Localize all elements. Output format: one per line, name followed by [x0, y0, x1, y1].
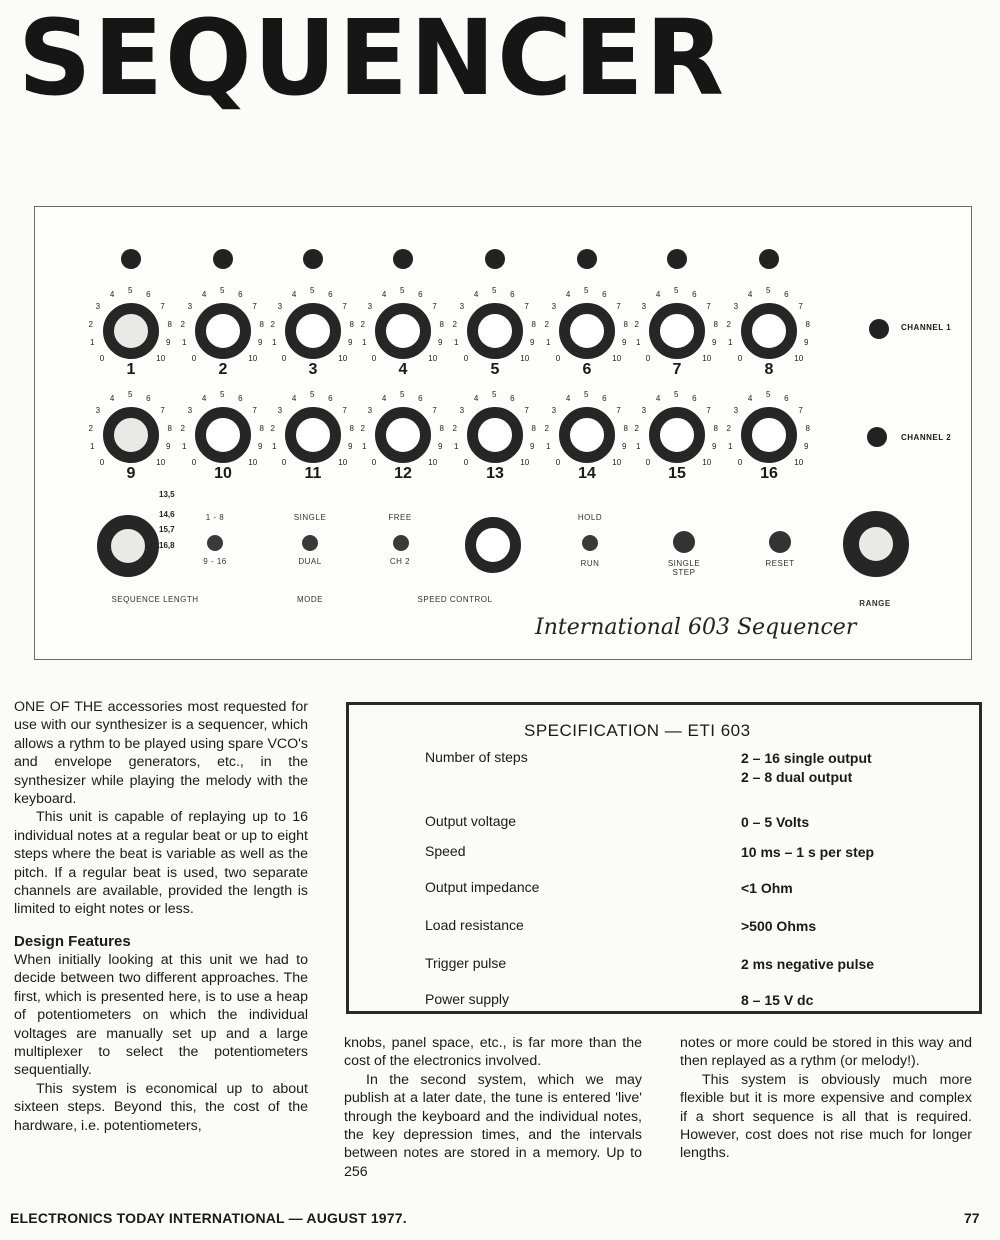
dial-tick: 8: [259, 319, 264, 329]
range-select-toggle[interactable]: [207, 535, 223, 551]
dial-tick: 3: [367, 302, 373, 312]
reset-label: RESET: [765, 559, 795, 568]
dial-tick: 6: [418, 394, 423, 404]
spec-value: [741, 955, 874, 974]
dial-tick: 6: [510, 290, 515, 300]
spec-value: [741, 749, 872, 787]
ch2-label: CH 2: [389, 557, 411, 566]
dial-tick: 5: [766, 286, 771, 295]
spec-key: Power supply: [425, 991, 510, 1007]
dial-tick: 7: [342, 406, 347, 416]
dial-tick: 0: [463, 354, 469, 364]
spec-value: [741, 813, 809, 832]
dial-tick: 3: [95, 302, 101, 312]
dial-tick: 2: [360, 423, 365, 433]
dial-tick: 7: [706, 406, 711, 416]
dial-tick: 8: [349, 319, 354, 329]
dial-tick: 5: [584, 390, 589, 399]
dial-tick: 5: [128, 390, 133, 399]
dial-tick: 4: [109, 394, 115, 404]
dial-tick: 2: [634, 423, 639, 433]
step-number: 9: [126, 465, 136, 482]
dial-tick: 6: [692, 394, 697, 404]
dial-tick: 2: [634, 319, 639, 329]
step-number: 6: [582, 361, 592, 378]
dial-tick: 6: [146, 394, 151, 404]
step-number: 7: [672, 361, 682, 378]
step-number: 15: [668, 465, 686, 482]
mode-toggle[interactable]: [302, 535, 318, 551]
step-number: 3: [308, 361, 318, 378]
step-knob-12[interactable]: [375, 407, 431, 463]
dial-tick: 2: [180, 319, 185, 329]
spec-key: Output impedance: [425, 879, 540, 895]
dial-tick: 8: [349, 423, 354, 433]
step-led-3: [303, 249, 323, 269]
specification-box: [346, 702, 982, 1014]
dial-tick: 3: [277, 302, 283, 312]
design-paragraph-1: When initially looking at this unit we had to decide between two different approaches. The first, which is presented here, is to use a heap of potentiometers on which the individual voltages are manually set up and a large multiplexer to select the potentiometers sequentially.: [14, 951, 308, 1079]
step-number: 10: [214, 465, 232, 482]
step-knob-16[interactable]: [741, 407, 797, 463]
dial-tick: 5: [310, 390, 315, 399]
step-knob-11[interactable]: [285, 407, 341, 463]
dial-tick: 1: [181, 442, 187, 452]
dial-tick: 3: [459, 406, 465, 416]
dial-tick: 9: [804, 442, 809, 452]
dial-tick: 3: [367, 406, 373, 416]
dial-tick: 8: [167, 319, 172, 329]
spec-title: SPECIFICATION — ETI 603: [524, 721, 751, 740]
dial-tick: 8: [805, 319, 810, 329]
spec-key: Number of steps: [425, 749, 528, 765]
dial-tick: 10: [520, 458, 530, 468]
hold-label: HOLD: [577, 513, 603, 522]
dial-tick: 0: [281, 354, 287, 364]
dial-tick: 10: [520, 354, 530, 364]
dial-tick: 7: [432, 406, 437, 416]
step-led-7: [667, 249, 687, 269]
dial-tick: 1: [453, 338, 459, 348]
dial-tick: 4: [291, 394, 297, 404]
step-led-4: [393, 249, 413, 269]
dial-tick: 4: [655, 394, 661, 404]
dial-tick: 1: [545, 338, 551, 348]
dial-tick: 6: [602, 290, 607, 300]
dial-tick: 10: [794, 458, 804, 468]
col2-paragraph-1: knobs, panel space, etc., is far more than the cost of the electronics involved.: [344, 1035, 642, 1070]
channel-2-label: CHANNEL 2: [901, 433, 952, 442]
dial-tick: 0: [463, 458, 469, 468]
dial-tick: 3: [95, 406, 101, 416]
step-knob-9[interactable]: [103, 407, 159, 463]
dial-tick: 0: [737, 354, 743, 364]
dial-tick: 0: [645, 458, 651, 468]
dial-tick: 9: [622, 338, 627, 348]
dial-tick: 4: [381, 394, 387, 404]
dial-tick: 8: [713, 319, 718, 329]
dial-tick: 5: [400, 286, 405, 295]
step-led-6: [577, 249, 597, 269]
dial-tick: 1: [635, 442, 641, 452]
dial-tick: 3: [187, 406, 193, 416]
dial-tick: 1: [181, 338, 187, 348]
dial-tick: 8: [259, 423, 264, 433]
step-knob-7[interactable]: [649, 303, 705, 359]
spec-key: Speed: [425, 843, 466, 859]
dial-tick: 7: [160, 302, 165, 312]
dial-tick: 5: [400, 390, 405, 399]
step-number: 2: [218, 361, 228, 378]
dial-tick: 0: [737, 458, 743, 468]
dial-tick: 10: [338, 458, 348, 468]
dial-tick: 2: [270, 319, 275, 329]
dial-tick: 6: [238, 394, 243, 404]
dial-tick: 3: [733, 302, 739, 312]
dial-tick: 4: [201, 290, 207, 300]
dial-tick: 3: [551, 302, 557, 312]
single-step-button[interactable]: [673, 531, 695, 553]
dial-tick: 5: [674, 286, 679, 295]
step-knob-13[interactable]: [467, 407, 523, 463]
intro-paragraph-1: ONE OF THE accessories most requested for use with our synthesizer is a sequencer, which allows a rythm to be played using spare VCO's and envelope generators, etc., in the synthesizer while playing the melody with the keyboard.: [14, 699, 308, 808]
dial-tick: 8: [713, 423, 718, 433]
dial-tick: 7: [616, 302, 621, 312]
dial-tick: 4: [109, 290, 115, 300]
spec-value-line: 2 ms negative pulse: [741, 956, 875, 972]
dial-tick: 3: [641, 302, 647, 312]
single-step-label: SINGLE STEP: [667, 559, 701, 577]
dial-tick: 10: [248, 458, 258, 468]
step-number: 4: [398, 361, 408, 378]
dial-tick: 0: [281, 458, 287, 468]
step-number: 5: [490, 361, 500, 378]
sequencer-front-panel: [34, 206, 972, 660]
dial-tick: 5: [584, 286, 589, 295]
dial-tick: 5: [674, 390, 679, 399]
seq-pos-1: 13,5: [159, 490, 175, 499]
dial-tick: 4: [473, 290, 479, 300]
article-column-3: [680, 1034, 972, 1163]
dial-tick: 2: [88, 319, 93, 329]
step-number: 13: [486, 465, 504, 482]
dial-tick: 6: [510, 394, 515, 404]
dial-tick: 3: [187, 302, 193, 312]
dial-tick: 9: [348, 338, 353, 348]
dial-tick: 10: [248, 354, 258, 364]
run-label: RUN: [580, 559, 600, 568]
spec-value-line: 2 – 16 single output: [741, 750, 872, 766]
switch-range-bottom: 9 - 16: [203, 557, 227, 566]
seq-pos-3: 15,7: [159, 525, 175, 534]
dial-tick: 5: [492, 390, 497, 399]
spec-value: [741, 843, 874, 862]
step-knob-1[interactable]: [103, 303, 159, 359]
page-number: 77: [964, 1210, 980, 1226]
step-number: 11: [304, 465, 322, 482]
dial-tick: 0: [99, 458, 105, 468]
dial-tick: 4: [381, 290, 387, 300]
dial-tick: 9: [804, 338, 809, 348]
hold-run-toggle[interactable]: [582, 535, 598, 551]
col3-paragraph-2: This system is obviously much more flexible but it is more expensive and complex if a short sequence is all that is required. However, cost does not rise much for longer lengths.: [680, 1071, 972, 1162]
step-knob-4[interactable]: [375, 303, 431, 359]
free-ch2-toggle[interactable]: [393, 535, 409, 551]
dial-tick: 9: [712, 442, 717, 452]
dial-tick: 3: [641, 406, 647, 416]
dial-tick: 6: [418, 290, 423, 300]
step-knob-15[interactable]: [649, 407, 705, 463]
intro-paragraph-2: This unit is capable of replaying up to 16 individual notes at a regular beat or up to eight steps where the beat is variable as well as the pitch. If a regular beat is used, two separate channels are available, provided the length is limited to eight notes or less.: [14, 809, 308, 918]
article-column-2: [344, 1034, 642, 1181]
dial-tick: 2: [726, 319, 731, 329]
dial-tick: 2: [180, 423, 185, 433]
dial-tick: 2: [452, 423, 457, 433]
step-led-8: [759, 249, 779, 269]
dial-tick: 0: [645, 354, 651, 364]
range-knob[interactable]: [843, 511, 909, 577]
dial-tick: 2: [270, 423, 275, 433]
dial-tick: 8: [531, 423, 536, 433]
channel-1-led: [869, 319, 889, 339]
dial-tick: 5: [766, 390, 771, 399]
dial-tick: 9: [166, 442, 171, 452]
dial-tick: 7: [432, 302, 437, 312]
step-number: 8: [764, 361, 774, 378]
dial-tick: 5: [310, 286, 315, 295]
dial-tick: 9: [438, 442, 443, 452]
dial-tick: 8: [805, 423, 810, 433]
dial-tick: 6: [328, 394, 333, 404]
dial-tick: 1: [453, 442, 459, 452]
dial-tick: 0: [555, 458, 561, 468]
dial-tick: 4: [291, 290, 297, 300]
dial-tick: 0: [371, 458, 377, 468]
dial-tick: 1: [89, 442, 95, 452]
dial-tick: 10: [338, 354, 348, 364]
dial-tick: 7: [342, 302, 347, 312]
dial-tick: 0: [555, 354, 561, 364]
dial-tick: 9: [348, 442, 353, 452]
dial-tick: 1: [361, 442, 367, 452]
spec-value: [741, 917, 816, 936]
step-number: 1: [126, 361, 136, 378]
speed-control-label: SPEED CONTROL: [417, 595, 493, 604]
dial-tick: 4: [565, 290, 571, 300]
dial-tick: 4: [655, 290, 661, 300]
dial-tick: 8: [439, 319, 444, 329]
dial-tick: 1: [727, 442, 733, 452]
spec-value-line: <1 Ohm: [741, 880, 793, 896]
mode-top-label: SINGLE: [293, 513, 327, 522]
dial-tick: 10: [612, 354, 622, 364]
dial-tick: 6: [328, 290, 333, 300]
dial-tick: 7: [252, 302, 257, 312]
free-label: FREE: [388, 513, 412, 522]
footer-publication: ELECTRONICS TODAY INTERNATIONAL — AUGUST 1977.: [10, 1210, 407, 1226]
brand-script: International 603 Sequencer: [535, 615, 857, 640]
dial-tick: 2: [544, 319, 549, 329]
dial-tick: 0: [371, 354, 377, 364]
sequence-length-label: SEQUENCE LENGTH: [111, 595, 199, 604]
dial-tick: 1: [727, 338, 733, 348]
col2-paragraph-2: In the second system, which we may publish at a later date, the tune is entered 'live' through the keyboard and the individual notes, the key depression times, and the intervals between notes are stored in a memory. Up to 256: [344, 1071, 642, 1180]
spec-key: Load resistance: [425, 917, 524, 933]
dial-tick: 8: [623, 319, 628, 329]
mode-bottom-label: DUAL: [298, 557, 322, 566]
step-number: 14: [578, 465, 596, 482]
dial-tick: 9: [712, 338, 717, 348]
spec-key: Trigger pulse: [425, 955, 507, 971]
dial-tick: 6: [784, 394, 789, 404]
dial-tick: 9: [438, 338, 443, 348]
article-column-1: [14, 698, 308, 1135]
switch-range-top: 1 - 8: [205, 513, 225, 522]
dial-tick: 9: [258, 442, 263, 452]
spec-value-line: 8 – 15 V dc: [741, 992, 814, 1008]
dial-tick: 5: [220, 390, 225, 399]
dial-tick: 0: [191, 458, 197, 468]
dial-tick: 5: [220, 286, 225, 295]
step-led-5: [485, 249, 505, 269]
dial-tick: 3: [459, 302, 465, 312]
dial-tick: 2: [452, 319, 457, 329]
dial-tick: 2: [544, 423, 549, 433]
dial-tick: 4: [473, 394, 479, 404]
dial-tick: 7: [252, 406, 257, 416]
dial-tick: 5: [492, 286, 497, 295]
dial-tick: 10: [428, 354, 438, 364]
spec-value-line: >500 Ohms: [741, 918, 817, 934]
dial-tick: 1: [545, 442, 551, 452]
dial-tick: 8: [531, 319, 536, 329]
dial-tick: 10: [702, 354, 712, 364]
dial-tick: 10: [156, 458, 166, 468]
reset-button[interactable]: [769, 531, 791, 553]
channel-2-led: [867, 427, 887, 447]
dial-tick: 6: [238, 290, 243, 300]
step-knob-3[interactable]: [285, 303, 341, 359]
dial-tick: 1: [89, 338, 95, 348]
dial-tick: 7: [798, 302, 803, 312]
dial-tick: 3: [277, 406, 283, 416]
range-label: RANGE: [859, 599, 891, 608]
dial-tick: 8: [167, 423, 172, 433]
dial-tick: 10: [794, 354, 804, 364]
speed-control-knob[interactable]: [465, 517, 521, 573]
dial-tick: 6: [602, 394, 607, 404]
mode-label: MODE: [297, 595, 323, 604]
dial-tick: 2: [360, 319, 365, 329]
dial-tick: 5: [128, 286, 133, 295]
spec-value: [741, 879, 793, 898]
channel-1-label: CHANNEL 1: [901, 323, 952, 332]
dial-tick: 10: [428, 458, 438, 468]
step-number: 16: [760, 465, 778, 482]
dial-tick: 8: [623, 423, 628, 433]
step-knob-2[interactable]: [195, 303, 251, 359]
spec-value-line: 0 – 5 Volts: [741, 814, 810, 830]
dial-tick: 3: [551, 406, 557, 416]
dial-tick: 7: [160, 406, 165, 416]
dial-tick: 3: [733, 406, 739, 416]
dial-tick: 9: [530, 442, 535, 452]
dial-tick: 4: [201, 394, 207, 404]
dial-tick: 2: [88, 423, 93, 433]
dial-tick: 9: [622, 442, 627, 452]
dial-tick: 0: [191, 354, 197, 364]
design-features-heading: Design Features: [14, 932, 131, 950]
dial-tick: 10: [702, 458, 712, 468]
page-title: SEQUENCER: [18, 0, 726, 119]
dial-tick: 7: [524, 406, 529, 416]
dial-tick: 0: [99, 354, 105, 364]
dial-tick: 9: [166, 338, 171, 348]
dial-tick: 1: [635, 338, 641, 348]
spec-value-line: 10 ms – 1 s per step: [741, 844, 875, 860]
dial-tick: 6: [692, 290, 697, 300]
step-knob-10[interactable]: [195, 407, 251, 463]
step-knob-6[interactable]: [559, 303, 615, 359]
dial-tick: 2: [726, 423, 731, 433]
step-knob-5[interactable]: [467, 303, 523, 359]
step-led-2: [213, 249, 233, 269]
spec-value: [741, 991, 813, 1010]
dial-tick: 9: [258, 338, 263, 348]
dial-tick: 7: [616, 406, 621, 416]
step-number: 12: [394, 465, 412, 482]
design-paragraph-2: This system is economical up to about sixteen steps. Beyond this, the cost of the hardware, i.e. potentiometers,: [14, 1080, 308, 1134]
seq-pos-2: 14,6: [159, 510, 175, 519]
dial-tick: 9: [530, 338, 535, 348]
dial-tick: 7: [798, 406, 803, 416]
dial-tick: 4: [565, 394, 571, 404]
spec-value-line-2: 2 – 8 dual output: [741, 769, 853, 785]
dial-tick: 1: [271, 442, 277, 452]
dial-tick: 4: [747, 290, 753, 300]
dial-tick: 6: [784, 290, 789, 300]
dial-tick: 10: [156, 354, 166, 364]
seq-pos-4: 16,8: [159, 541, 175, 550]
sequence-length-knob[interactable]: [97, 515, 159, 577]
dial-tick: 10: [612, 458, 622, 468]
spec-key: Output voltage: [425, 813, 517, 829]
dial-tick: 7: [706, 302, 711, 312]
dial-tick: 8: [439, 423, 444, 433]
dial-tick: 4: [747, 394, 753, 404]
step-knob-8[interactable]: [741, 303, 797, 359]
dial-tick: 6: [146, 290, 151, 300]
dial-tick: 1: [361, 338, 367, 348]
dial-tick: 1: [271, 338, 277, 348]
col3-paragraph-1: notes or more could be stored in this way and then replayed as a rythm (or melody!).: [680, 1035, 972, 1070]
dial-tick: 7: [524, 302, 529, 312]
step-led-1: [121, 249, 141, 269]
step-knob-14[interactable]: [559, 407, 615, 463]
